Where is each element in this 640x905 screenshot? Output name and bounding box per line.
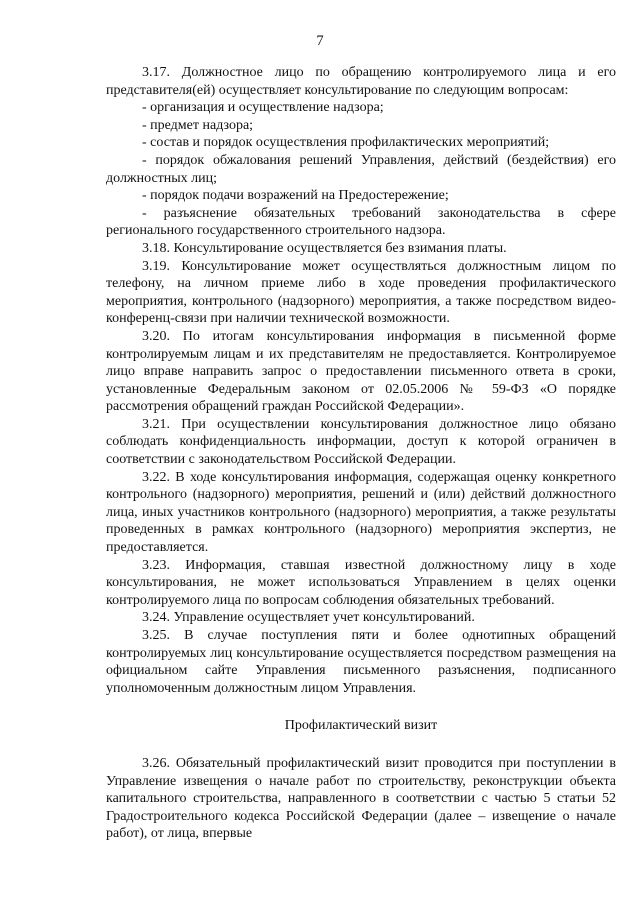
paragraph-3-26: 3.26. Обязательный профилактический визит проводится при поступлении в Управление извещения о начале работ по строительству, реконструкции объекта капитального строительства, направленного в соответствии с частью 5 статьи 52 Градостроительного кодекса Российской Федерации (далее – извещение о начале работ), от лица, впервые [106, 755, 616, 842]
paragraph-3-25: 3.25. В случае поступления пяти и более однотипных обращений контролируемых лиц консультирование осуществляется посредством размещения на официальном сайте Управления письменного разъяснения, подписанного уполномоченным должностным лицом Управления. [106, 628, 616, 696]
paragraph-3-24: 3.24. Управление осуществляет учет консультирований. [142, 610, 475, 626]
paragraph-3-21: 3.21. При осуществлении консультирования должностное лицо обязано соблюдать конфиденциальность информации, доступ к которой ограничен в соответствии с законодательством Российской Федерации. [106, 416, 616, 468]
list-item: - организация и осуществление надзора; [142, 100, 384, 116]
list-item: - предмет надзора; [142, 117, 254, 133]
paragraph-3-22: 3.22. В ходе консультирования информация, содержащая оценку конкретного контрольного (надзорного) мероприятия, решений и (или) действий должностного лица, иных участников контрольного (надзорного) мероприятия, а также результаты проведенных в рамках контрольного (надзорного) мероприятия экспертиз, не предоставляется. [106, 469, 616, 556]
paragraph-3-20: 3.20. По итогам консультирования информация в письменной форме контролируемым лицам и их представителям не предоставляется. Контролируемое лицо вправе направить запрос о предоставлении письменного ответа в сроки, установленные Федеральным законом от 02.05.2006 № 59-ФЗ «О порядке рассмотрения обращений граждан Российской Федерации». [106, 328, 616, 415]
list-item: - порядок обжалования решений Управления, действий (бездействия) его должностных лиц; [106, 152, 616, 186]
list-item: - состав и порядок осуществления профилактических мероприятий; [142, 135, 550, 151]
paragraph-3-18: 3.18. Консультирование осуществляется без взимания платы. [142, 240, 507, 256]
paragraph-3-17-intro: 3.17. Должностное лицо по обращению контролируемого лица и его представителя(ей) осуществляет консультирование по следующим вопросам: [106, 65, 616, 98]
page-number: 7 [316, 33, 324, 49]
section-heading: Профилактический визит [284, 718, 438, 734]
list-item: - порядок подачи возражений на Предостережение; [142, 188, 449, 204]
paragraph-3-19: 3.19. Консультирование может осуществляться должностным лицом по телефону, на личном приеме либо в ходе проведения профилактического мероприятия, контрольного (надзорного) мероприятия, а также посредством видео-конференц-связи при наличии технической возможности. [106, 258, 616, 327]
list-item: - разъяснение обязательных требований законодательства в сфере регионального государственного строительного надзора. [106, 205, 616, 239]
document-body [106, 64, 616, 843]
paragraph-3-23: 3.23. Информация, ставшая известной должностному лицу в ходе консультирования, не может использоваться Управлением в целях оценки контролируемого лица по вопросам соблюдения обязательных требований. [106, 557, 616, 608]
